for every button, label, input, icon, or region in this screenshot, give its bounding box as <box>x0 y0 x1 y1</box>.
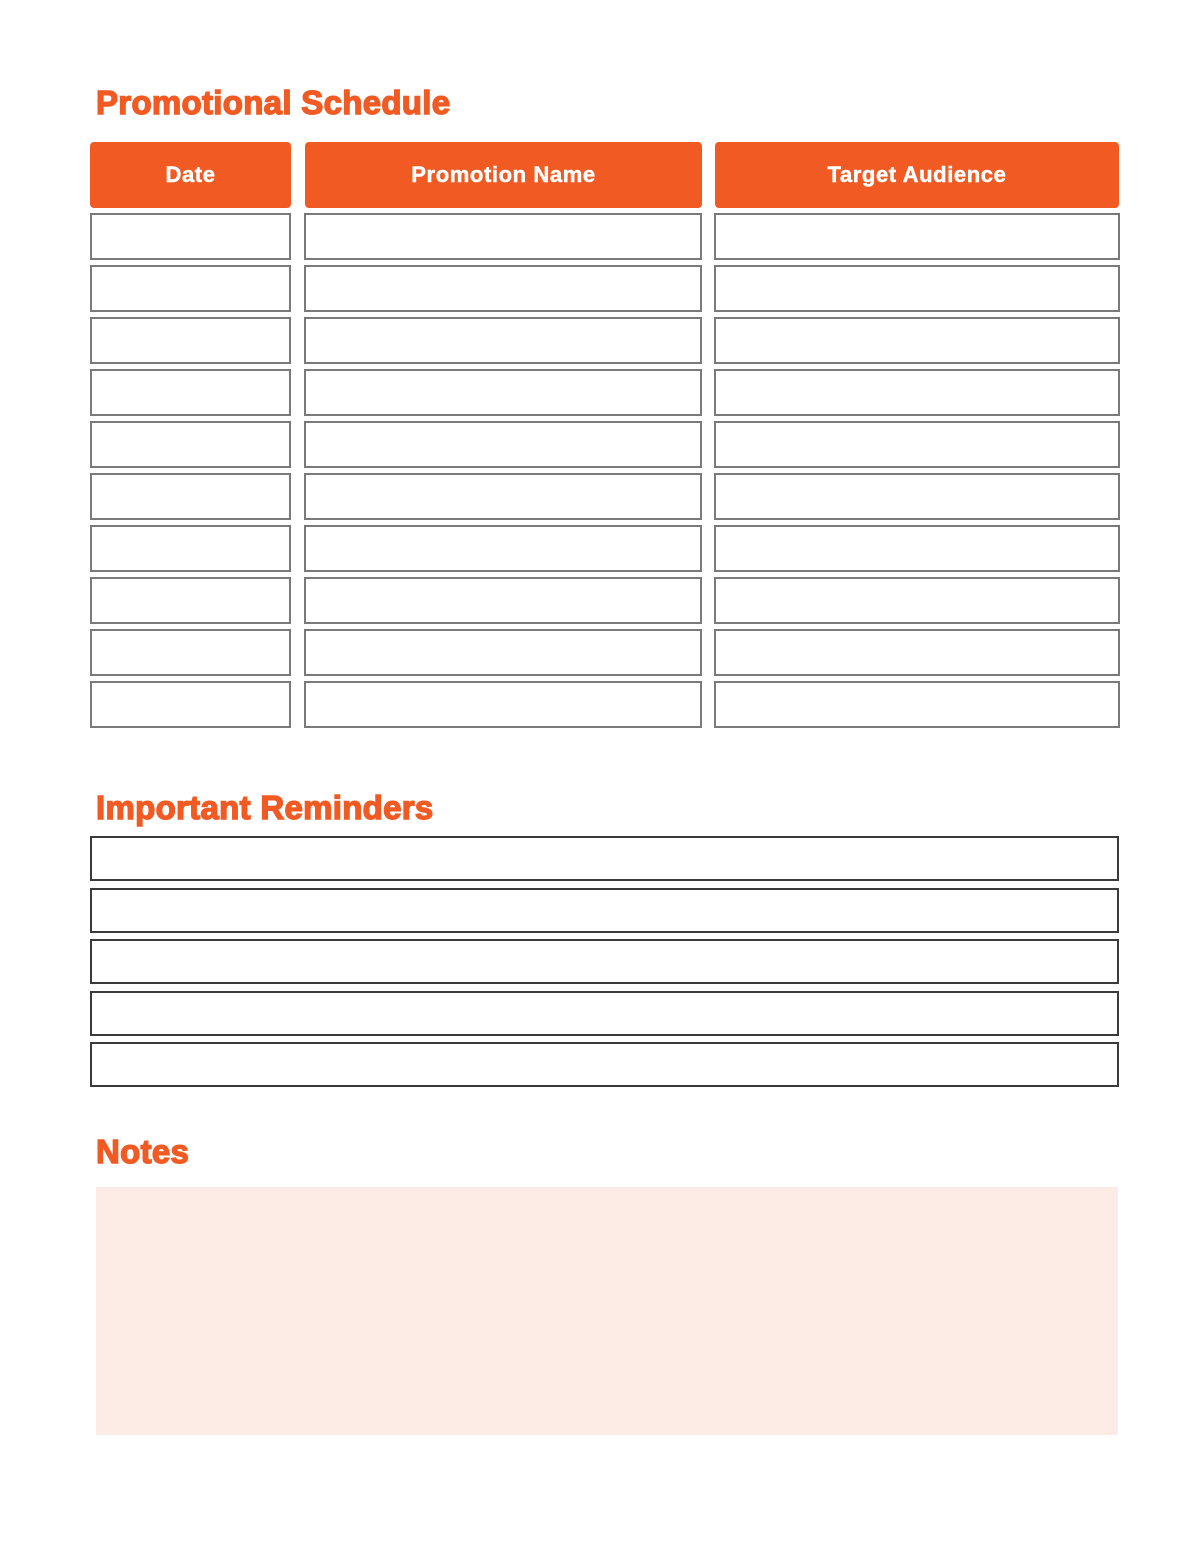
cell-promotion-name[interactable] <box>304 525 702 572</box>
cell-promotion-name[interactable] <box>304 577 702 624</box>
cell-date[interactable] <box>90 577 291 624</box>
cell-target-audience[interactable] <box>714 681 1120 728</box>
column-header-date: Date <box>90 142 291 208</box>
cell-date[interactable] <box>90 213 291 260</box>
notes-title: Notes <box>96 1133 190 1170</box>
reminders-title: Important Reminders <box>96 789 434 826</box>
cell-target-audience[interactable] <box>714 265 1120 312</box>
cell-date[interactable] <box>90 317 291 364</box>
cell-target-audience[interactable] <box>714 369 1120 416</box>
cell-promotion-name[interactable] <box>304 473 702 520</box>
cell-target-audience[interactable] <box>714 629 1120 676</box>
cell-target-audience[interactable] <box>714 213 1120 260</box>
cell-target-audience[interactable] <box>714 525 1120 572</box>
cell-promotion-name[interactable] <box>304 265 702 312</box>
cell-date[interactable] <box>90 265 291 312</box>
cell-promotion-name[interactable] <box>304 317 702 364</box>
cell-promotion-name[interactable] <box>304 681 702 728</box>
column-header-promotion-name: Promotion Name <box>305 142 702 208</box>
cell-target-audience[interactable] <box>714 317 1120 364</box>
cell-promotion-name[interactable] <box>304 213 702 260</box>
cell-date[interactable] <box>90 525 291 572</box>
cell-date[interactable] <box>90 473 291 520</box>
reminder-line[interactable] <box>90 836 1119 881</box>
cell-date[interactable] <box>90 369 291 416</box>
cell-target-audience[interactable] <box>714 421 1120 468</box>
cell-date[interactable] <box>90 629 291 676</box>
cell-target-audience[interactable] <box>714 577 1120 624</box>
column-header-target-audience: Target Audience <box>715 142 1119 208</box>
reminder-line[interactable] <box>90 939 1119 984</box>
cell-date[interactable] <box>90 421 291 468</box>
cell-promotion-name[interactable] <box>304 421 702 468</box>
cell-promotion-name[interactable] <box>304 629 702 676</box>
notes-area[interactable] <box>96 1187 1118 1435</box>
reminder-line[interactable] <box>90 888 1119 933</box>
reminder-line[interactable] <box>90 991 1119 1036</box>
reminder-line[interactable] <box>90 1042 1119 1087</box>
cell-date[interactable] <box>90 681 291 728</box>
schedule-title: Promotional Schedule <box>96 84 451 121</box>
cell-target-audience[interactable] <box>714 473 1120 520</box>
cell-promotion-name[interactable] <box>304 369 702 416</box>
